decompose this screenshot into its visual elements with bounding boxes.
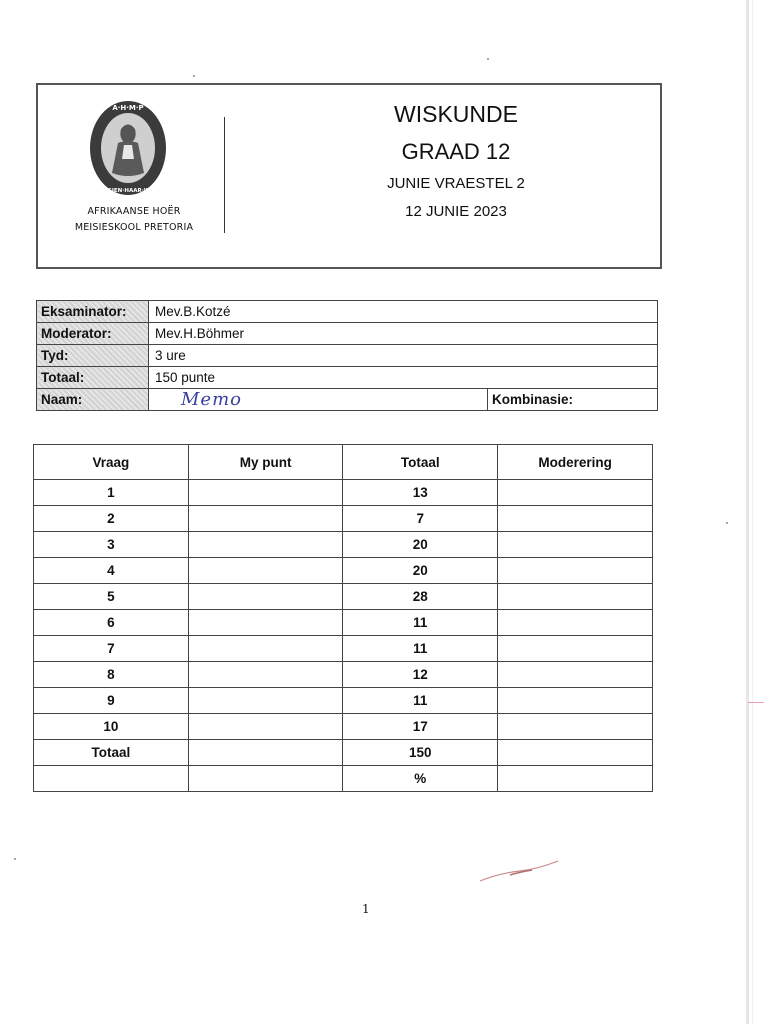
marks-row: [34, 584, 653, 610]
school-name-line2: MEISIESKOOL PRETORIA: [74, 222, 194, 233]
col-header-total: Totaal: [343, 445, 498, 480]
question-cell: 9: [34, 688, 189, 714]
moderation-cell[interactable]: [498, 688, 653, 714]
combination-label: Kombinasie:: [492, 392, 574, 407]
total-value: 150 punte: [149, 367, 658, 389]
question-cell: 3: [34, 532, 189, 558]
time-value: 3 ure: [149, 345, 658, 367]
combination-field[interactable]: [488, 389, 658, 411]
marks-header-row: [34, 445, 653, 480]
marks-row: [34, 610, 653, 636]
moderation-cell[interactable]: [498, 740, 653, 766]
moderation-cell[interactable]: [498, 558, 653, 584]
moderation-cell[interactable]: [498, 584, 653, 610]
moderation-cell[interactable]: [498, 662, 653, 688]
question-cell: [34, 766, 189, 792]
info-row-total: [37, 367, 658, 389]
my-mark-cell[interactable]: [188, 714, 343, 740]
info-row-examiner: [37, 301, 658, 323]
cover-header: [36, 83, 662, 269]
page-number: 1: [362, 902, 370, 916]
exam-info-table: [36, 300, 658, 411]
moderation-cell[interactable]: [498, 636, 653, 662]
marks-row: [34, 532, 653, 558]
info-row-time: [37, 345, 658, 367]
my-mark-cell[interactable]: [188, 480, 343, 506]
question-cell: 6: [34, 610, 189, 636]
time-label: Tyd:: [37, 345, 149, 367]
total-cell: 17: [343, 714, 498, 740]
question-cell: 8: [34, 662, 189, 688]
question-cell: 1: [34, 480, 189, 506]
my-mark-cell[interactable]: [188, 558, 343, 584]
marks-row: [34, 480, 653, 506]
exam-date: 12 JUNIE 2023: [405, 203, 507, 220]
my-mark-cell[interactable]: [188, 662, 343, 688]
total-cell: 150: [343, 740, 498, 766]
col-header-my-mark: My punt: [188, 445, 343, 480]
total-cell: 11: [343, 688, 498, 714]
total-cell: 13: [343, 480, 498, 506]
total-cell: %: [343, 766, 498, 792]
my-mark-cell[interactable]: [188, 740, 343, 766]
marks-row: [34, 688, 653, 714]
moderator-value: Mev.H.Böhmer: [149, 323, 658, 345]
my-mark-cell[interactable]: [188, 688, 343, 714]
info-row-moderator: [37, 323, 658, 345]
scan-speck: [487, 58, 489, 60]
question-cell: 5: [34, 584, 189, 610]
moderation-cell[interactable]: [498, 714, 653, 740]
scan-edge: [746, 0, 749, 1024]
header-divider: [224, 117, 225, 233]
info-row-name: [37, 389, 658, 411]
total-cell: 11: [343, 610, 498, 636]
scan-mark: [748, 702, 764, 703]
handwritten-name: Memo: [181, 389, 242, 410]
moderation-cell[interactable]: [498, 506, 653, 532]
my-mark-cell[interactable]: [188, 532, 343, 558]
scan-speck: [726, 522, 728, 524]
moderation-cell[interactable]: [498, 766, 653, 792]
total-cell: 11: [343, 636, 498, 662]
my-mark-cell[interactable]: [188, 766, 343, 792]
question-cell: Totaal: [34, 740, 189, 766]
marks-body: [34, 480, 653, 792]
marks-row: [34, 714, 653, 740]
marks-row: [34, 506, 653, 532]
paper-title: JUNIE VRAESTEL 2: [387, 175, 525, 192]
scan-edge-line: [752, 0, 753, 1024]
pencil-mark: [470, 855, 570, 885]
examiner-label: Eksaminator:: [37, 301, 149, 323]
name-field[interactable]: [149, 389, 488, 411]
examiner-value: Mev.B.Kotzé: [149, 301, 658, 323]
marks-row: [34, 636, 653, 662]
moderation-cell[interactable]: [498, 610, 653, 636]
question-cell: 2: [34, 506, 189, 532]
marks-row: [34, 740, 653, 766]
marks-row: [34, 558, 653, 584]
scan-speck: [14, 858, 16, 860]
total-cell: 20: [343, 532, 498, 558]
my-mark-cell[interactable]: [188, 506, 343, 532]
scan-speck: [193, 75, 195, 77]
name-label: Naam:: [37, 389, 149, 411]
my-mark-cell[interactable]: [188, 636, 343, 662]
my-mark-cell[interactable]: [188, 584, 343, 610]
question-cell: 4: [34, 558, 189, 584]
total-cell: 7: [343, 506, 498, 532]
col-header-question: Vraag: [34, 445, 189, 480]
marks-table: [33, 444, 653, 792]
svg-text:EK·SIEN·HAAR·WEN: EK·SIEN·HAAR·WEN: [97, 188, 159, 194]
question-cell: 10: [34, 714, 189, 740]
subject-title: WISKUNDE: [394, 101, 518, 127]
question-cell: 7: [34, 636, 189, 662]
total-cell: 20: [343, 558, 498, 584]
moderation-cell[interactable]: [498, 532, 653, 558]
col-header-moderation: Moderering: [498, 445, 653, 480]
school-name: [48, 204, 220, 236]
total-cell: 12: [343, 662, 498, 688]
total-label: Totaal:: [37, 367, 149, 389]
my-mark-cell[interactable]: [188, 610, 343, 636]
grade-title: GRAAD 12: [401, 139, 511, 164]
exam-titles: [298, 99, 614, 223]
marks-row: [34, 662, 653, 688]
marks-row: [34, 766, 653, 792]
total-cell: 28: [343, 584, 498, 610]
moderation-cell[interactable]: [498, 480, 653, 506]
svg-text:A·H·M·P: A·H·M·P: [112, 104, 144, 112]
school-crest-logo: [88, 99, 168, 197]
moderator-label: Moderator:: [37, 323, 149, 345]
school-name-line1: AFRIKAANSE HOËR: [87, 206, 181, 217]
